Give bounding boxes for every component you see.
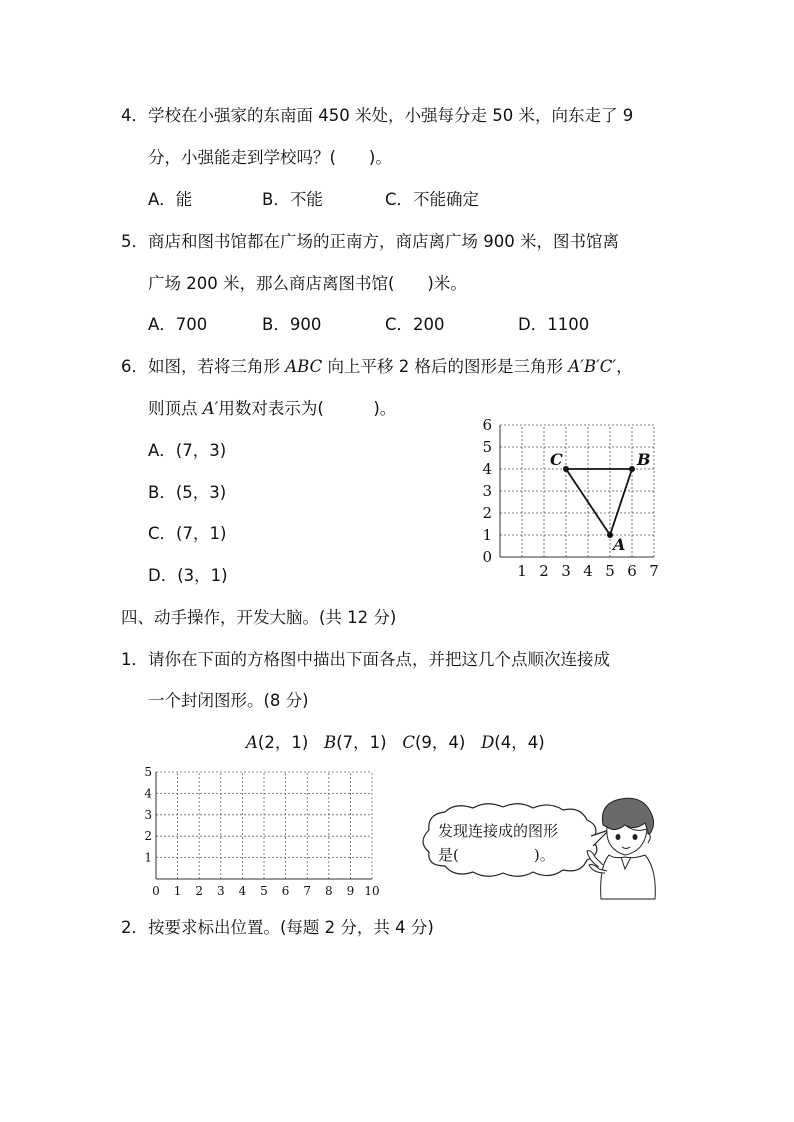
q6-vertex-label: C [550,450,563,469]
q6-x-tick-label: 5 [605,562,615,580]
q6-triangle [550,450,651,554]
q6-x-tick-label: 4 [583,562,593,580]
s4-x-tick-label: 8 [324,884,333,898]
s4-x-tick-label: 3 [216,884,225,898]
q6-x-tick-label: 6 [627,562,637,580]
s4q1-points [246,732,545,754]
q4-line2: 分，小强能走到学校吗？( )。 [148,148,392,167]
point-b-name: B [324,733,337,752]
s4q1-line2: 一个封闭图形。(8 分) [148,691,309,710]
q5-line1: 5．商店和图书馆都在广场的正南方，商店离广场 900 米，图书馆离 [121,232,619,251]
s4-x-tick-label: 2 [195,884,204,898]
s4-x-tick-label: 9 [346,884,355,898]
s4q2-line1: 2．按要求标出位置。(每题 2 分，共 4 分) [121,918,434,937]
q6-line1-mid: 向上平移 2 格后的图形是三角形 [322,357,569,376]
s4-x-tick-label: 1 [173,884,182,898]
q4-option-b: B．不能 [262,190,323,209]
q6-vertex-dot [563,466,569,472]
s4-x-tick-label: 7 [303,884,312,898]
q6-vertex-dot [629,466,635,472]
point-d-name: D [481,733,495,752]
s4-x-tick-label: 0 [152,884,160,898]
s4-x-tick-label: 5 [260,884,268,898]
q6-vertex-label: B [637,450,651,469]
q4-option-a: A．能 [148,190,193,209]
q6-triangle-shape [566,469,632,535]
q6-triangle-prime: A′B′C′ [568,357,617,376]
q6-line2-prefix: 则顶点 [148,399,203,418]
q6-y-tick-label: 6 [482,416,492,434]
s4q1-line1: 1．请你在下面的方格图中描出下面各点，并把这几个点顺次连接成 [121,650,610,669]
q6-line1-end: ， [616,357,633,376]
q6-y-tick-label: 2 [482,504,492,522]
point-a-name: A [246,733,258,752]
q6-x-tick-label: 1 [517,562,527,580]
q6-y-tick-label: 1 [482,526,492,544]
q6-vertex-a-prime: A′ [202,399,219,418]
s4-x-tick-label: 6 [281,884,290,898]
q5-option-d: D．1100 [518,315,590,334]
q6-line1-prefix: 6．如图，若将三角形 [121,357,286,376]
boy-illustration [585,795,670,900]
q6-y-tick-label: 5 [482,438,492,456]
point-a-coords: (2，1) [257,733,309,752]
section4-heading: 四、动手操作，开发大脑。(共 12 分) [121,608,397,627]
q6-x-tick-label: 2 [539,562,549,580]
q4-option-c: C．不能确定 [385,190,480,209]
s4-axis-ticks [144,765,379,898]
q6-grid-figure [478,415,678,585]
s4-y-tick-label: 4 [144,786,152,801]
q6-x-tick-label: 3 [561,562,571,580]
s4-y-tick-label: 2 [144,829,152,844]
q6-line2-end: 用数对表示为( )。 [218,399,397,418]
q4-line1: 4．学校在小强家的东南面 450 米处，小强每分走 50 米，向东走了 9 [121,106,634,125]
point-b-coords: (7，1) [336,733,387,752]
q6-line1 [121,356,633,378]
point-c-name: C [402,733,415,752]
q6-option-b: B．(5，3) [148,483,227,502]
q5-option-a: A．700 [148,315,208,334]
point-c-coords: (9，4) [414,733,466,752]
s4-x-tick-label: 10 [364,884,380,898]
s4-y-tick-label: 3 [144,807,152,822]
bubble-line2: 是( )。 [438,846,555,864]
q6-y-tick-label: 0 [482,548,492,566]
s4-y-tick-label: 5 [144,765,152,779]
q6-vertex-label: A [613,535,626,554]
q6-option-c: C．(7，1) [148,524,227,543]
s4-x-tick-label: 4 [238,884,247,898]
q5-option-b: B．900 [262,315,322,334]
s4-y-tick-label: 1 [144,850,152,865]
q6-line2 [148,398,396,420]
q6-grid-lines [500,425,654,557]
q6-x-tick-label: 7 [649,562,659,580]
q6-option-a: A．(7，3) [148,441,227,460]
q5-option-c: C．200 [385,315,445,334]
s4-grid-lines [156,772,372,879]
q6-y-tick-label: 4 [482,460,492,478]
q5-line2: 广场 200 米，那么商店离图书馆( )米。 [148,274,467,293]
s4-grid-figure [140,765,400,900]
bubble-line1: 发现连接成的图形 [438,822,559,840]
q6-triangle-abc: ABC [285,357,323,376]
q6-y-tick-label: 3 [482,482,492,500]
point-d-coords: (4，4) [494,733,545,752]
q6-option-d: D．(3，1) [148,566,228,585]
